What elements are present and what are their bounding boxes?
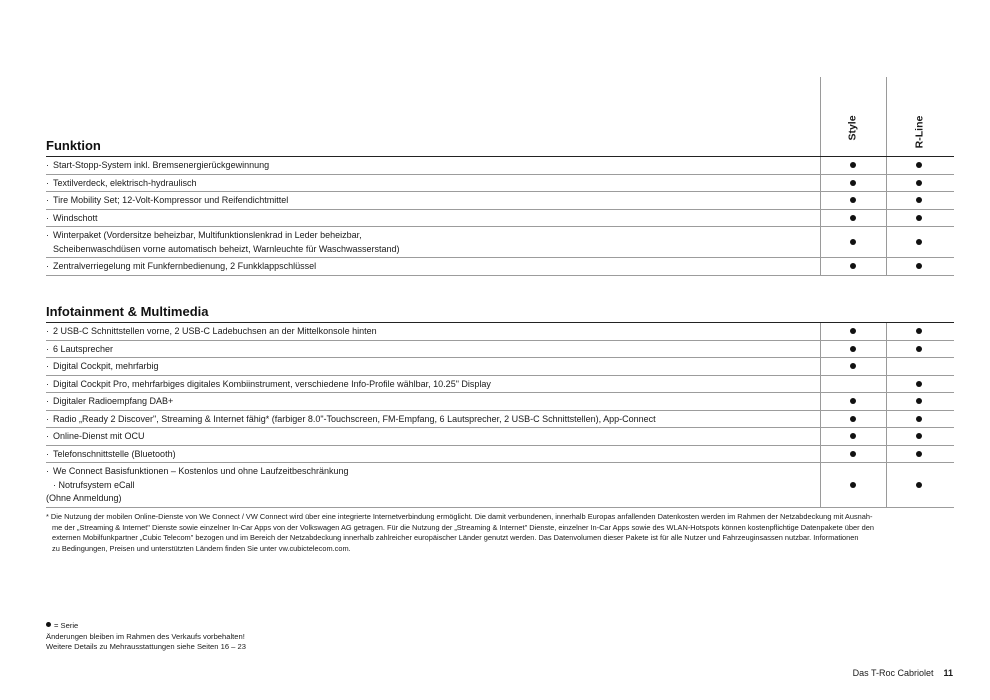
- bullet-icon: ·: [46, 361, 49, 371]
- table-row: [46, 157, 954, 175]
- footnote-line: me der „Streaming & Internet" Dienste sowie einzelner In-Car Apps von der Volkswagen AG getragen. Für die Nutzung der „Streaming & Internet" Dienste, einzelner In-Car Apps sowie des WLAN-Hotspots können kostenpflichtige Datenpakete über den: [52, 522, 874, 532]
- bullet-icon: ·: [46, 448, 49, 459]
- row-text: Start-Stopp-System inkl. Bremsenergierückgewinnung: [53, 160, 270, 170]
- row-label: [46, 260, 816, 274]
- standard-equipment-dot-style: [850, 263, 856, 269]
- standard-equipment-dot-rline: [916, 180, 922, 186]
- page-footer: [853, 668, 953, 678]
- bullet-icon: ·: [46, 466, 49, 476]
- row-label: [46, 430, 816, 444]
- row-text-continued: · Notrufsystem eCall: [53, 479, 135, 490]
- standard-equipment-dot-style: [850, 398, 856, 404]
- standard-equipment-dot-rline: [916, 239, 922, 245]
- standard-equipment-dot-style: [850, 416, 856, 422]
- table-infotainment: [46, 323, 954, 508]
- standard-equipment-dot-rline: [916, 215, 922, 221]
- table-row: [46, 210, 954, 228]
- standard-equipment-dot-rline: [916, 263, 922, 269]
- legend-line: Änderungen bleiben im Rahmen des Verkaufs vorbehalten!: [46, 631, 245, 641]
- row-label: [46, 343, 816, 357]
- standard-equipment-dot-rline: [916, 197, 922, 203]
- standard-equipment-dot-style: [850, 482, 856, 488]
- footnote-line: zu Bedingungen, Preisen und unterstützten Ländern finden Sie unter vw.cubictelecom.com.: [52, 543, 351, 553]
- table-funktion: [46, 157, 954, 276]
- column-header-rline: [912, 112, 926, 152]
- standard-equipment-dot-rline: [916, 416, 922, 422]
- standard-equipment-dot-rline: [916, 482, 922, 488]
- row-text-continued: Scheibenwaschdüsen vorne automatisch beheizt, Warnleuchte für Waschwasserstand): [53, 243, 400, 254]
- legend-serie-label: = Serie: [54, 621, 79, 630]
- row-label: [46, 194, 816, 208]
- table-row: [46, 341, 954, 359]
- bullet-icon: ·: [46, 326, 49, 336]
- row-label: [46, 360, 816, 374]
- table-row: [46, 428, 954, 446]
- standard-equipment-dot-style: [850, 197, 856, 203]
- standard-equipment-dot-rline: [916, 162, 922, 168]
- table-row: [46, 446, 954, 464]
- table-row: [46, 227, 954, 258]
- bullet-icon: ·: [46, 177, 49, 188]
- legend: [46, 621, 246, 653]
- standard-equipment-dot-style: [850, 215, 856, 221]
- column-header-rline-label: R-Line: [913, 115, 926, 149]
- table-row: [46, 358, 954, 376]
- legend-line: Weitere Details zu Mehrausstattungen siehe Seiten 16 – 23: [46, 642, 246, 651]
- bullet-icon: ·: [46, 195, 49, 205]
- row-text: Tire Mobility Set; 12-Volt-Kompressor und Reifendichtmittel: [53, 195, 289, 205]
- row-label: [46, 212, 816, 226]
- bullet-icon: ·: [46, 261, 49, 271]
- bullet-icon: [46, 622, 51, 627]
- row-text: Windschott: [53, 212, 98, 223]
- table-row: [46, 393, 954, 411]
- standard-equipment-dot-style: [850, 363, 856, 369]
- standard-equipment-dot-rline: [916, 451, 922, 457]
- table-row: [46, 258, 954, 276]
- standard-equipment-dot-rline: [916, 346, 922, 352]
- row-label: [46, 465, 816, 506]
- row-label: [46, 378, 816, 392]
- row-text-continued: (Ohne Anmeldung): [46, 493, 122, 503]
- standard-equipment-dot-style: [850, 180, 856, 186]
- page-number: 11: [943, 668, 953, 678]
- row-text: Radio „Ready 2 Discover", Streaming & Internet fähig* (farbiger 8.0"-Touchscreen, FM-Empfang, 6 Lautsprecher, 2 USB-C Schnittstellen), App-Connect: [53, 413, 656, 424]
- bullet-icon: ·: [46, 413, 49, 424]
- row-text: Zentralverriegelung mit Funkfernbedienung, 2 Funkklappschlüssel: [53, 261, 317, 271]
- row-text: Winterpaket (Vordersitze beheizbar, Multifunktionslenkrad in Leder beheizbar,: [53, 230, 362, 240]
- row-label: [46, 177, 816, 191]
- row-text: Online-Dienst mit OCU: [53, 431, 145, 441]
- standard-equipment-dot-rline: [916, 328, 922, 334]
- bullet-icon: ·: [46, 160, 49, 170]
- row-label: [46, 229, 816, 256]
- row-text: Digital Cockpit Pro, mehrfarbiges digitales Kombiinstrument, verschiedene Info-Profile wählbar, 10.25" Display: [53, 378, 491, 389]
- table-row: [46, 192, 954, 210]
- bullet-icon: ·: [46, 230, 49, 240]
- standard-equipment-dot-rline: [916, 398, 922, 404]
- row-text: Textilverdeck, elektrisch-hydraulisch: [53, 177, 197, 188]
- row-label: [46, 395, 816, 409]
- table-row: [46, 463, 954, 508]
- legend-serie: [46, 621, 246, 632]
- standard-equipment-dot-style: [850, 239, 856, 245]
- table-row: [46, 323, 954, 341]
- row-text: Telefonschnittstelle (Bluetooth): [53, 448, 176, 459]
- table-row: [46, 175, 954, 193]
- table-row: [46, 411, 954, 429]
- bullet-icon: ·: [46, 212, 49, 223]
- footnote: [46, 512, 951, 554]
- standard-equipment-dot-style: [850, 162, 856, 168]
- row-text: Digitaler Radioempfang DAB+: [53, 396, 174, 406]
- row-label: [46, 325, 816, 339]
- section-title-infotainment: Infotainment & Multimedia: [46, 304, 209, 319]
- row-label: [46, 159, 816, 173]
- footnote-line: externen Mobilfunkpartner „Cubic Telecom" bezogen und im Bereich der Netzabdeckung innerhalb zahlreicher europäischer Länder genutzt werden. Das Datenvolumen dieser Pakete ist für alle Nutzer und Fahrzeuginsassen nutzbar. Informationen: [52, 533, 859, 543]
- row-text: We Connect Basisfunktionen – Kostenlos und ohne Laufzeitbeschränkung: [53, 466, 349, 476]
- row-text: 6 Lautsprecher: [53, 343, 114, 354]
- standard-equipment-dot-style: [850, 346, 856, 352]
- standard-equipment-dot-style: [850, 433, 856, 439]
- row-text: Digital Cockpit, mehrfarbig: [53, 361, 159, 371]
- row-text: 2 USB-C Schnittstellen vorne, 2 USB-C Ladebuchsen an der Mittelkonsole hinten: [53, 326, 377, 336]
- row-label: [46, 448, 816, 462]
- column-header-style-label: Style: [847, 115, 860, 141]
- bullet-icon: ·: [46, 396, 49, 406]
- bullet-icon: ·: [46, 343, 49, 354]
- column-header-style: [846, 108, 860, 148]
- table-row: [46, 376, 954, 394]
- section-title-funktion: Funktion: [46, 138, 101, 153]
- bullet-icon: ·: [46, 431, 49, 441]
- standard-equipment-dot-style: [850, 451, 856, 457]
- standard-equipment-dot-rline: [916, 433, 922, 439]
- standard-equipment-dot-style: [850, 328, 856, 334]
- footnote-line: * Die Nutzung der mobilen Online-Dienste von We Connect / VW Connect wird über eine integrierte Internetverbindung ermöglicht. Die damit verbundenen, innerhalb Europas anfallenden Datenkosten werden im Rahmen der Netzabdeckung mit Ausnah-: [46, 512, 873, 521]
- footer-title: Das T-Roc Cabriolet: [852, 668, 934, 678]
- standard-equipment-dot-rline: [916, 381, 922, 387]
- row-label: [46, 413, 816, 427]
- bullet-icon: ·: [46, 378, 49, 389]
